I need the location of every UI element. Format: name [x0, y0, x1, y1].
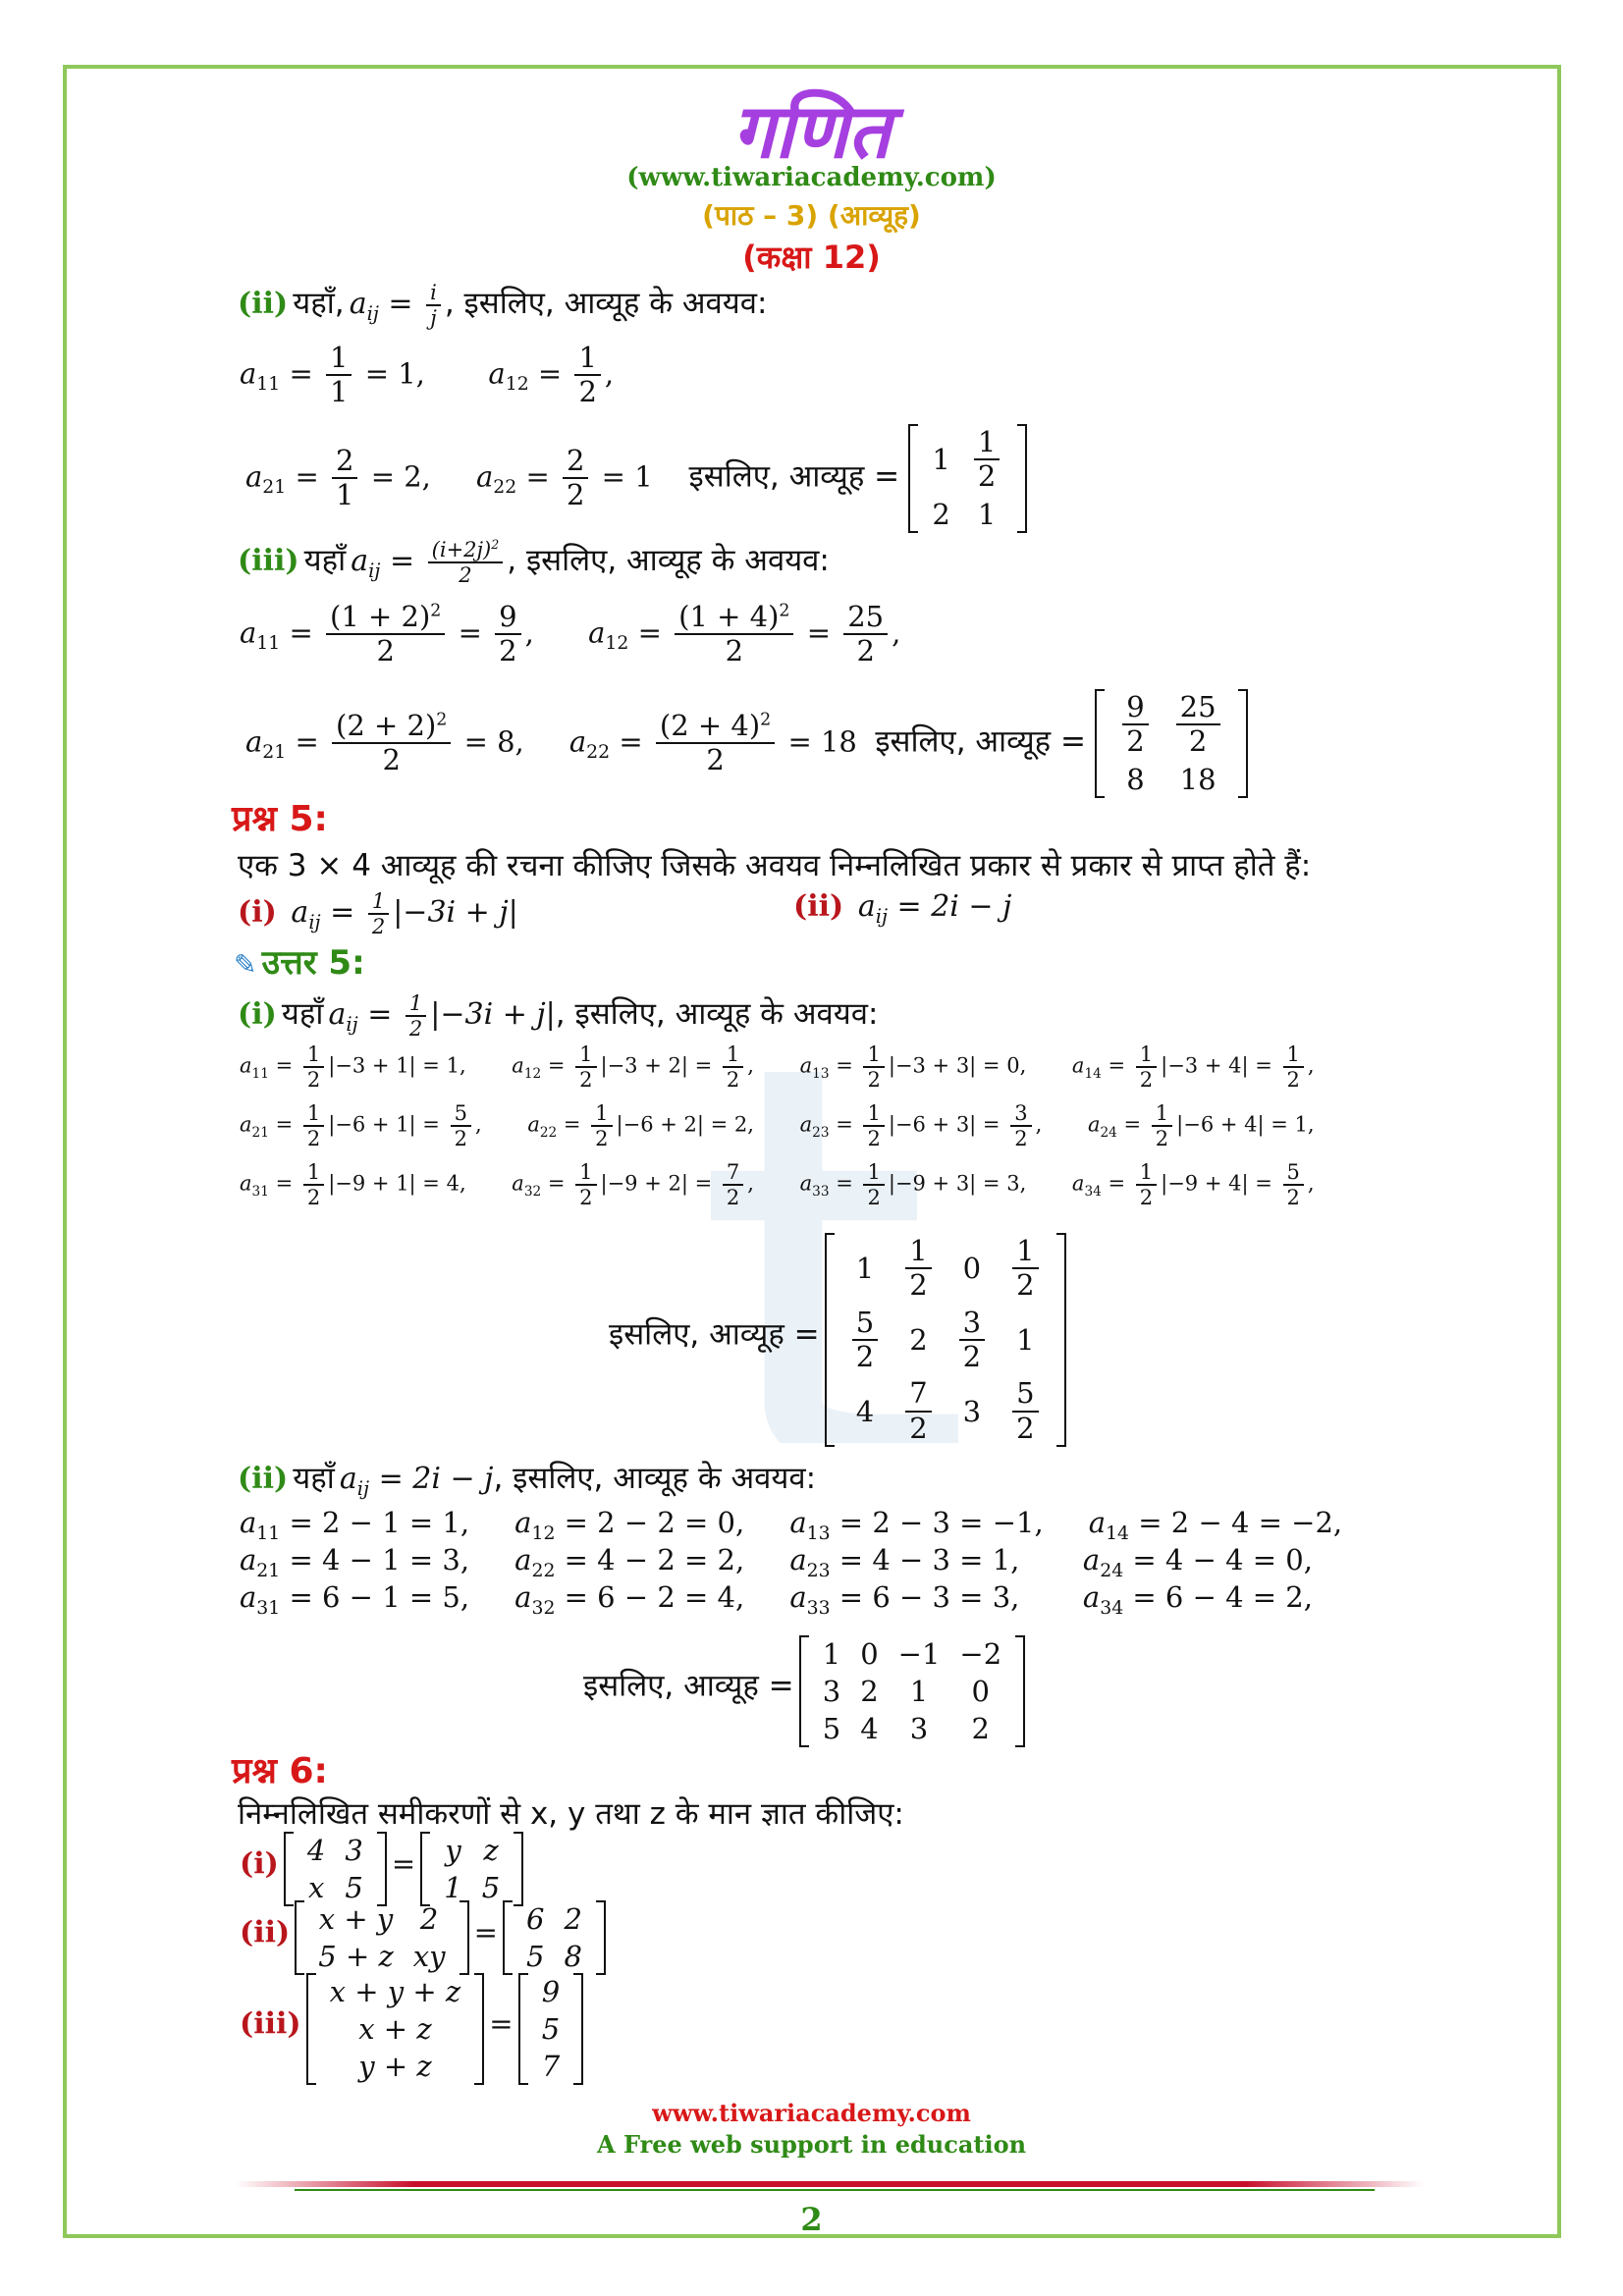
answer-5-i-row1: $a_{11}$ = $\frac{1}{2}$ |−3 + 1| = 1, $a_{12}$ = $\frac{1}{2}$ |−3 + 2| = $\frac{1}{2}$ , $a_{13}$ = $\frac{1}{2}$ |−3 + 3| = 0, $a_{14}$ = $\frac{1}{2}$ |−3 + 4| = $\frac{1}{2}$ ,: [240, 1042, 1315, 1093]
footer-tagline: A Free web support in education: [596, 2130, 1027, 2159]
footer-divider: [236, 2181, 1424, 2187]
matrix-iii-prev: $\frac{9}{2}$ $\frac{25}{2}$ 8 18: [1095, 689, 1247, 798]
answer-5-ii-row2: $a_{21} = 4 - 1 = 3$, $a_{22} = 4 - 2 = 2$, $a_{23} = 4 - 3 = 1$, $a_{24} = 4 - 4 = 0$,: [240, 1543, 1313, 1581]
chapter-label: (पाठ – 3) (आव्यूह): [702, 199, 921, 232]
part-iii-heading: (iii) यहाँ $a_{ij}$ = $\frac{(i+2j)^2}{2}$ , इसलिए, आव्यूह के अवयव:: [238, 537, 830, 588]
class-label: (कक्षा 12): [742, 239, 881, 276]
question-5-statement: एक 3 × 4 आव्यूह की रचना कीजिए जिसके अवयव निम्नलिखित प्रकार से प्रकार से प्राप्त होते हैं:: [238, 848, 1312, 883]
question-5-part-i: (i) $a_{ij}$ = $\frac{1}{2}$ |−3i + j|: [238, 889, 518, 939]
question-6-heading: प्रश्न 6:: [232, 1751, 328, 1791]
question-5-part-ii: (ii) $a_{ij} = 2i - j$: [793, 889, 1012, 928]
pen-icon: ✎: [234, 948, 257, 981]
matrix-5-ii: 1 0 −1 −2 3 2 1 0 5 4 3 2: [799, 1635, 1025, 1747]
footer-divider-underline: [295, 2189, 1375, 2191]
answer-5-part-i-heading: (i) यहाँ $a_{ij}$ = $\frac{1}{2}$ |−3i + j|, इसलिए, आव्यूह के अवयव:: [238, 991, 879, 1041]
matrix-5-i: 1 $\frac{1}{2}$ 0 $\frac{1}{2}$ $\frac{5}{2}$ 2 $\frac{3}{2}$ 1 4 $\frac{7}{2}$ 3 $\frac{5}{2}$: [825, 1233, 1066, 1447]
question-6-part-ii: (ii) x + y 2 5 + z xy = 6 2 5 8: [240, 1900, 606, 1975]
answer-5-ii-row3: $a_{31} = 6 - 1 = 5$, $a_{32} = 6 - 2 = 4$, $a_{33} = 6 - 3 = 3$, $a_{34} = 6 - 4 = 2$,: [240, 1580, 1313, 1619]
answer-5-i-result: इसलिए, आव्यूह = 1 $\frac{1}{2}$ 0 $\frac{1}{2}$ $\frac{5}{2}$ 2 $\frac{3}{2}$ 1 4 $\frac{7}{2}$ 3 $\frac{5}{2}$: [609, 1233, 1066, 1447]
answer-5-ii-row1: $a_{11} = 2 - 1 = 1$, $a_{12} = 2 - 2 = 0$, $a_{13} = 2 - 3 = -1$, $a_{14} = 2 - 4 = -2$,: [240, 1506, 1343, 1544]
answer-5-heading: ✎ उत्तर 5:: [234, 943, 365, 983]
footer-website: www.tiwariacademy.com: [652, 2099, 971, 2127]
page-title: गणित: [732, 87, 891, 175]
answer-5-i-row3: $a_{31}$ = $\frac{1}{2}$ |−9 + 1| = 4, $a_{32}$ = $\frac{1}{2}$ |−9 + 2| = $\frac{7}{2}$ , $a_{33}$ = $\frac{1}{2}$ |−9 + 3| = 3, $a_{34}$ = $\frac{1}{2}$ |−9 + 4| = $\frac{5}{2}$ ,: [240, 1160, 1315, 1210]
part-ii-row2: $a_{21}$ = $\frac{2}{1}$ = 2, $a_{22}$ = $\frac{2}{2}$ = 1 इसलिए, आव्यूह = 1 $\frac{1}{2}$ 2 1: [245, 424, 1027, 533]
answer-5-i-row2: $a_{21}$ = $\frac{1}{2}$ |−6 + 1| = $\frac{5}{2}$ , $a_{22}$ = $\frac{1}{2}$ |−6 + 2| = 2, $a_{23}$ = $\frac{1}{2}$ |−6 + 3| = $\frac{3}{2}$ , $a_{24}$ = $\frac{1}{2}$ |−6 + 4| = 1,: [240, 1101, 1315, 1151]
answer-5-ii-result: इसलिए, आव्यूह = 1 0 −1 −2 3 2 1 0 5 4 3 2: [583, 1635, 1025, 1747]
part-ii-row1: $a_{11}$ = $\frac{1}{1}$ = 1, $a_{12}$ = $\frac{1}{2}$ ,: [240, 341, 615, 409]
matrix-ii-prev: 1 $\frac{1}{2}$ 2 1: [908, 424, 1027, 533]
question-6-statement: निम्नलिखित समीकरणों से x, y तथा z के मान ज्ञात कीजिए:: [238, 1796, 904, 1832]
question-6-part-i: (i) 4 3 x 5 = y z 1 5: [240, 1832, 523, 1906]
header-website: (www.tiwariacademy.com): [626, 163, 997, 192]
part-iii-row2: $a_{21}$ = $\frac{(2 + 2)^2}{2}$ = 8, $a_{22}$ = $\frac{(2 + 4)^2}{2}$ = 18 इसलिए, आव्यूह = $\frac{9}{2}$ $\frac{25}{2}$ 8 18: [245, 689, 1248, 798]
page-number: 2: [800, 2201, 823, 2238]
answer-5-part-ii-heading: (ii) यहाँ $a_{ij} = 2i - j$, इसलिए, आव्यूह के अवयव:: [238, 1461, 817, 1500]
question-5-heading: प्रश्न 5:: [232, 799, 328, 839]
part-ii-heading: (ii) यहाँ, $a_{ij}$ = $\frac{i}{j}$ , इसलिए, आव्यूह के अवयव:: [238, 281, 768, 331]
part-iii-row1: $a_{11}$ = $\frac{(1 + 2)^2}{2}$ = $\frac{9}{2}$ , $a_{12}$ = $\frac{(1 + 4)^2}{2}$ = $\frac{25}{2}$ ,: [240, 600, 901, 668]
question-6-part-iii: (iii) x + y + z x + z y + z = 9 5 7: [240, 1973, 583, 2085]
